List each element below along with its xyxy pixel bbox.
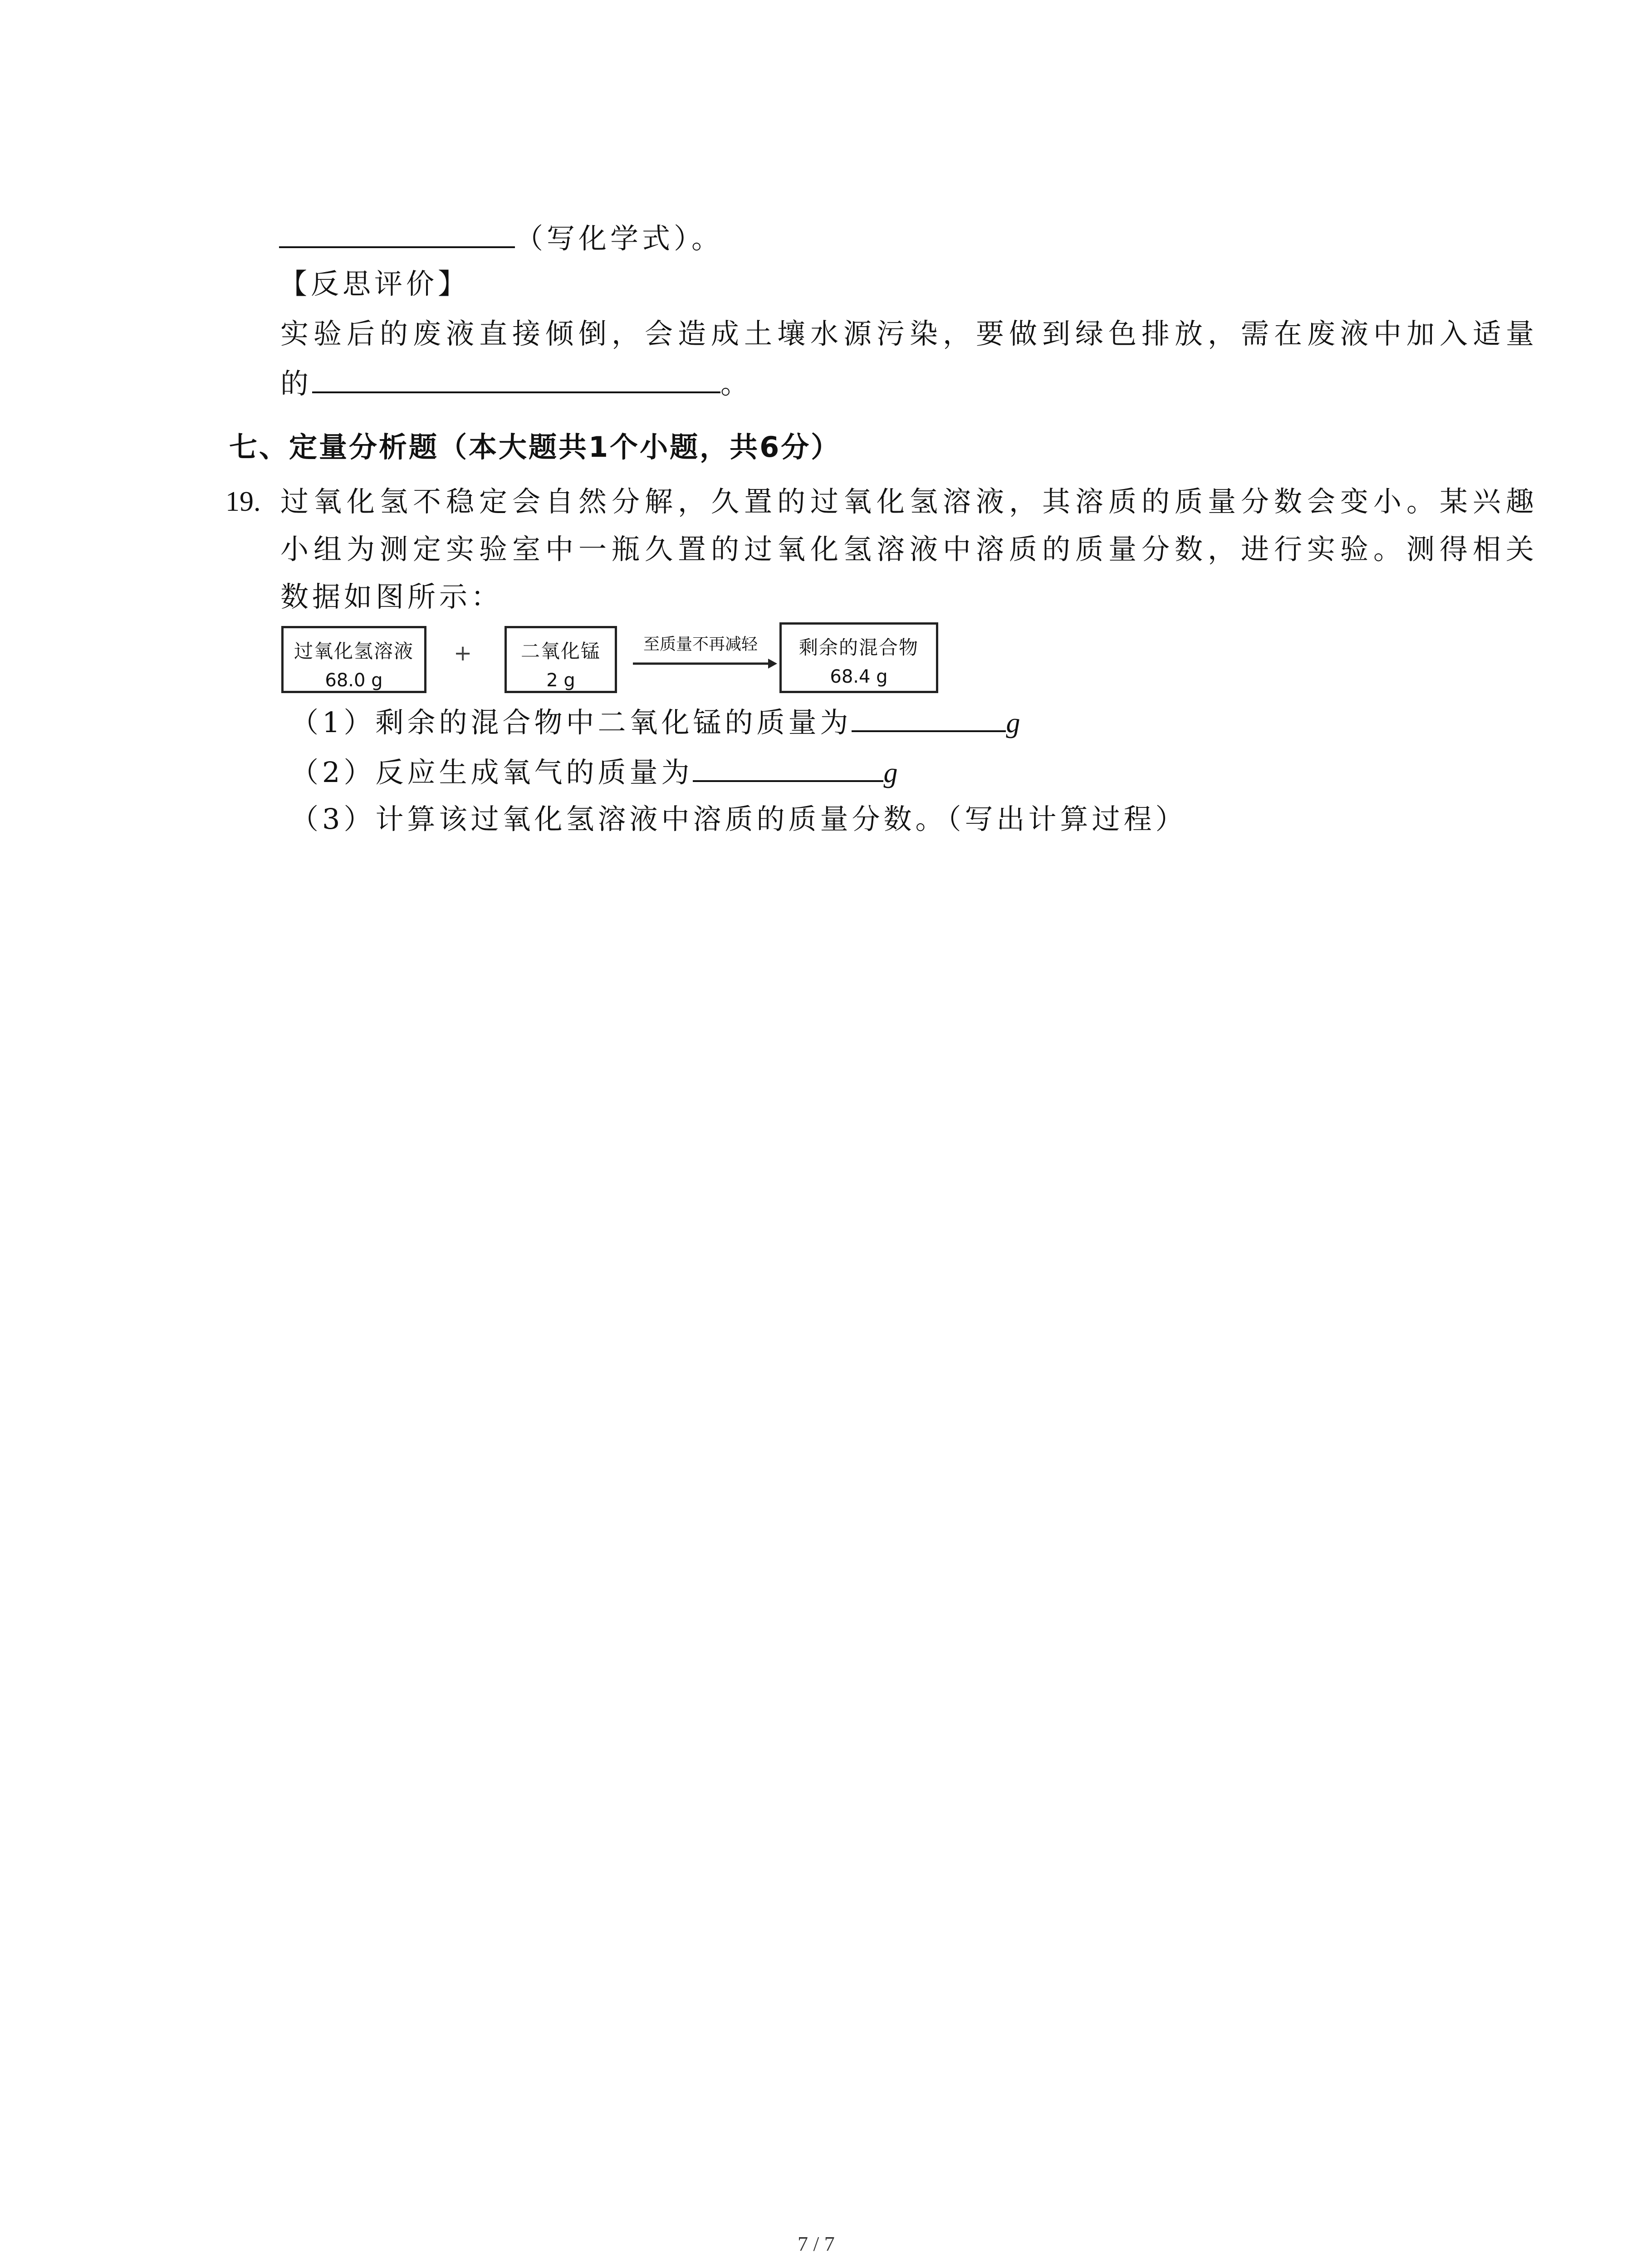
sub-question-1-text: （1）剩余的混合物中二氧化锰的质量为 <box>290 706 852 739</box>
sub-question-2-unit: g <box>883 758 898 788</box>
sub-question-1 <box>290 706 1020 739</box>
arrow-label: 至质量不再减轻 <box>643 635 758 654</box>
reflection-answer-blank[interactable] <box>312 391 720 393</box>
reflection-text: 实验后的废液直接倾倒，会造成土壤水源污染，要做到绿色排放，需在废液中加入适量 <box>280 317 1539 350</box>
section-heading: 七、定量分析题（本大题共1个小题，共6分） <box>229 430 841 464</box>
box2-name: 二氧化锰 <box>520 640 601 662</box>
question-line-1: 过氧化氢不稳定会自然分解，久置的过氧化氢溶液，其溶质的质量分数会变小。某兴趣 <box>280 485 1539 518</box>
reflection-tail-prefix: 的 <box>280 367 313 400</box>
box1-name: 过氧化氢溶液 <box>294 640 414 662</box>
flow-box-manganese-dioxide <box>505 626 617 693</box>
question-number: 19. <box>225 486 261 517</box>
sub-question-2-blank[interactable] <box>693 780 883 782</box>
sub-question-1-blank[interactable] <box>852 730 1006 732</box>
flow-box-hydrogen-peroxide <box>281 626 426 693</box>
sub-question-2-text: （2）反应生成氧气的质量为 <box>290 756 693 789</box>
arrow-icon <box>633 657 778 670</box>
box2-mass: 2 g <box>546 670 575 691</box>
reflection-answer-line <box>280 367 753 400</box>
box1-mass: 68.0 g <box>325 670 383 691</box>
flow-box-remaining-mixture <box>779 622 938 693</box>
box3-name: 剩余的混合物 <box>798 636 919 659</box>
page-number: 7 / 7 <box>798 2232 835 2255</box>
formula-answer-line <box>279 222 724 255</box>
sub-question-1-unit: g <box>1006 708 1020 738</box>
reflection-tail-suffix: 。 <box>720 367 753 400</box>
formula-hint: （写化学式）。 <box>515 222 724 255</box>
question-line-3: 数据如图所示： <box>280 580 503 613</box>
sub-question-2 <box>290 758 897 787</box>
reflection-heading: 【反思评价】 <box>279 267 470 300</box>
sub-question-3: （3）计算该过氧化氢溶液中溶质的质量分数。（写出计算过程） <box>290 802 1187 836</box>
question-line-2: 小组为测定实验室中一瓶久置的过氧化氢溶液中溶质的质量分数，进行实验。测得相关 <box>280 533 1539 566</box>
reaction-arrow <box>633 657 778 670</box>
plus-sign: + <box>454 640 472 666</box>
formula-answer-blank[interactable] <box>279 246 515 248</box>
box3-mass: 68.4 g <box>830 666 888 687</box>
